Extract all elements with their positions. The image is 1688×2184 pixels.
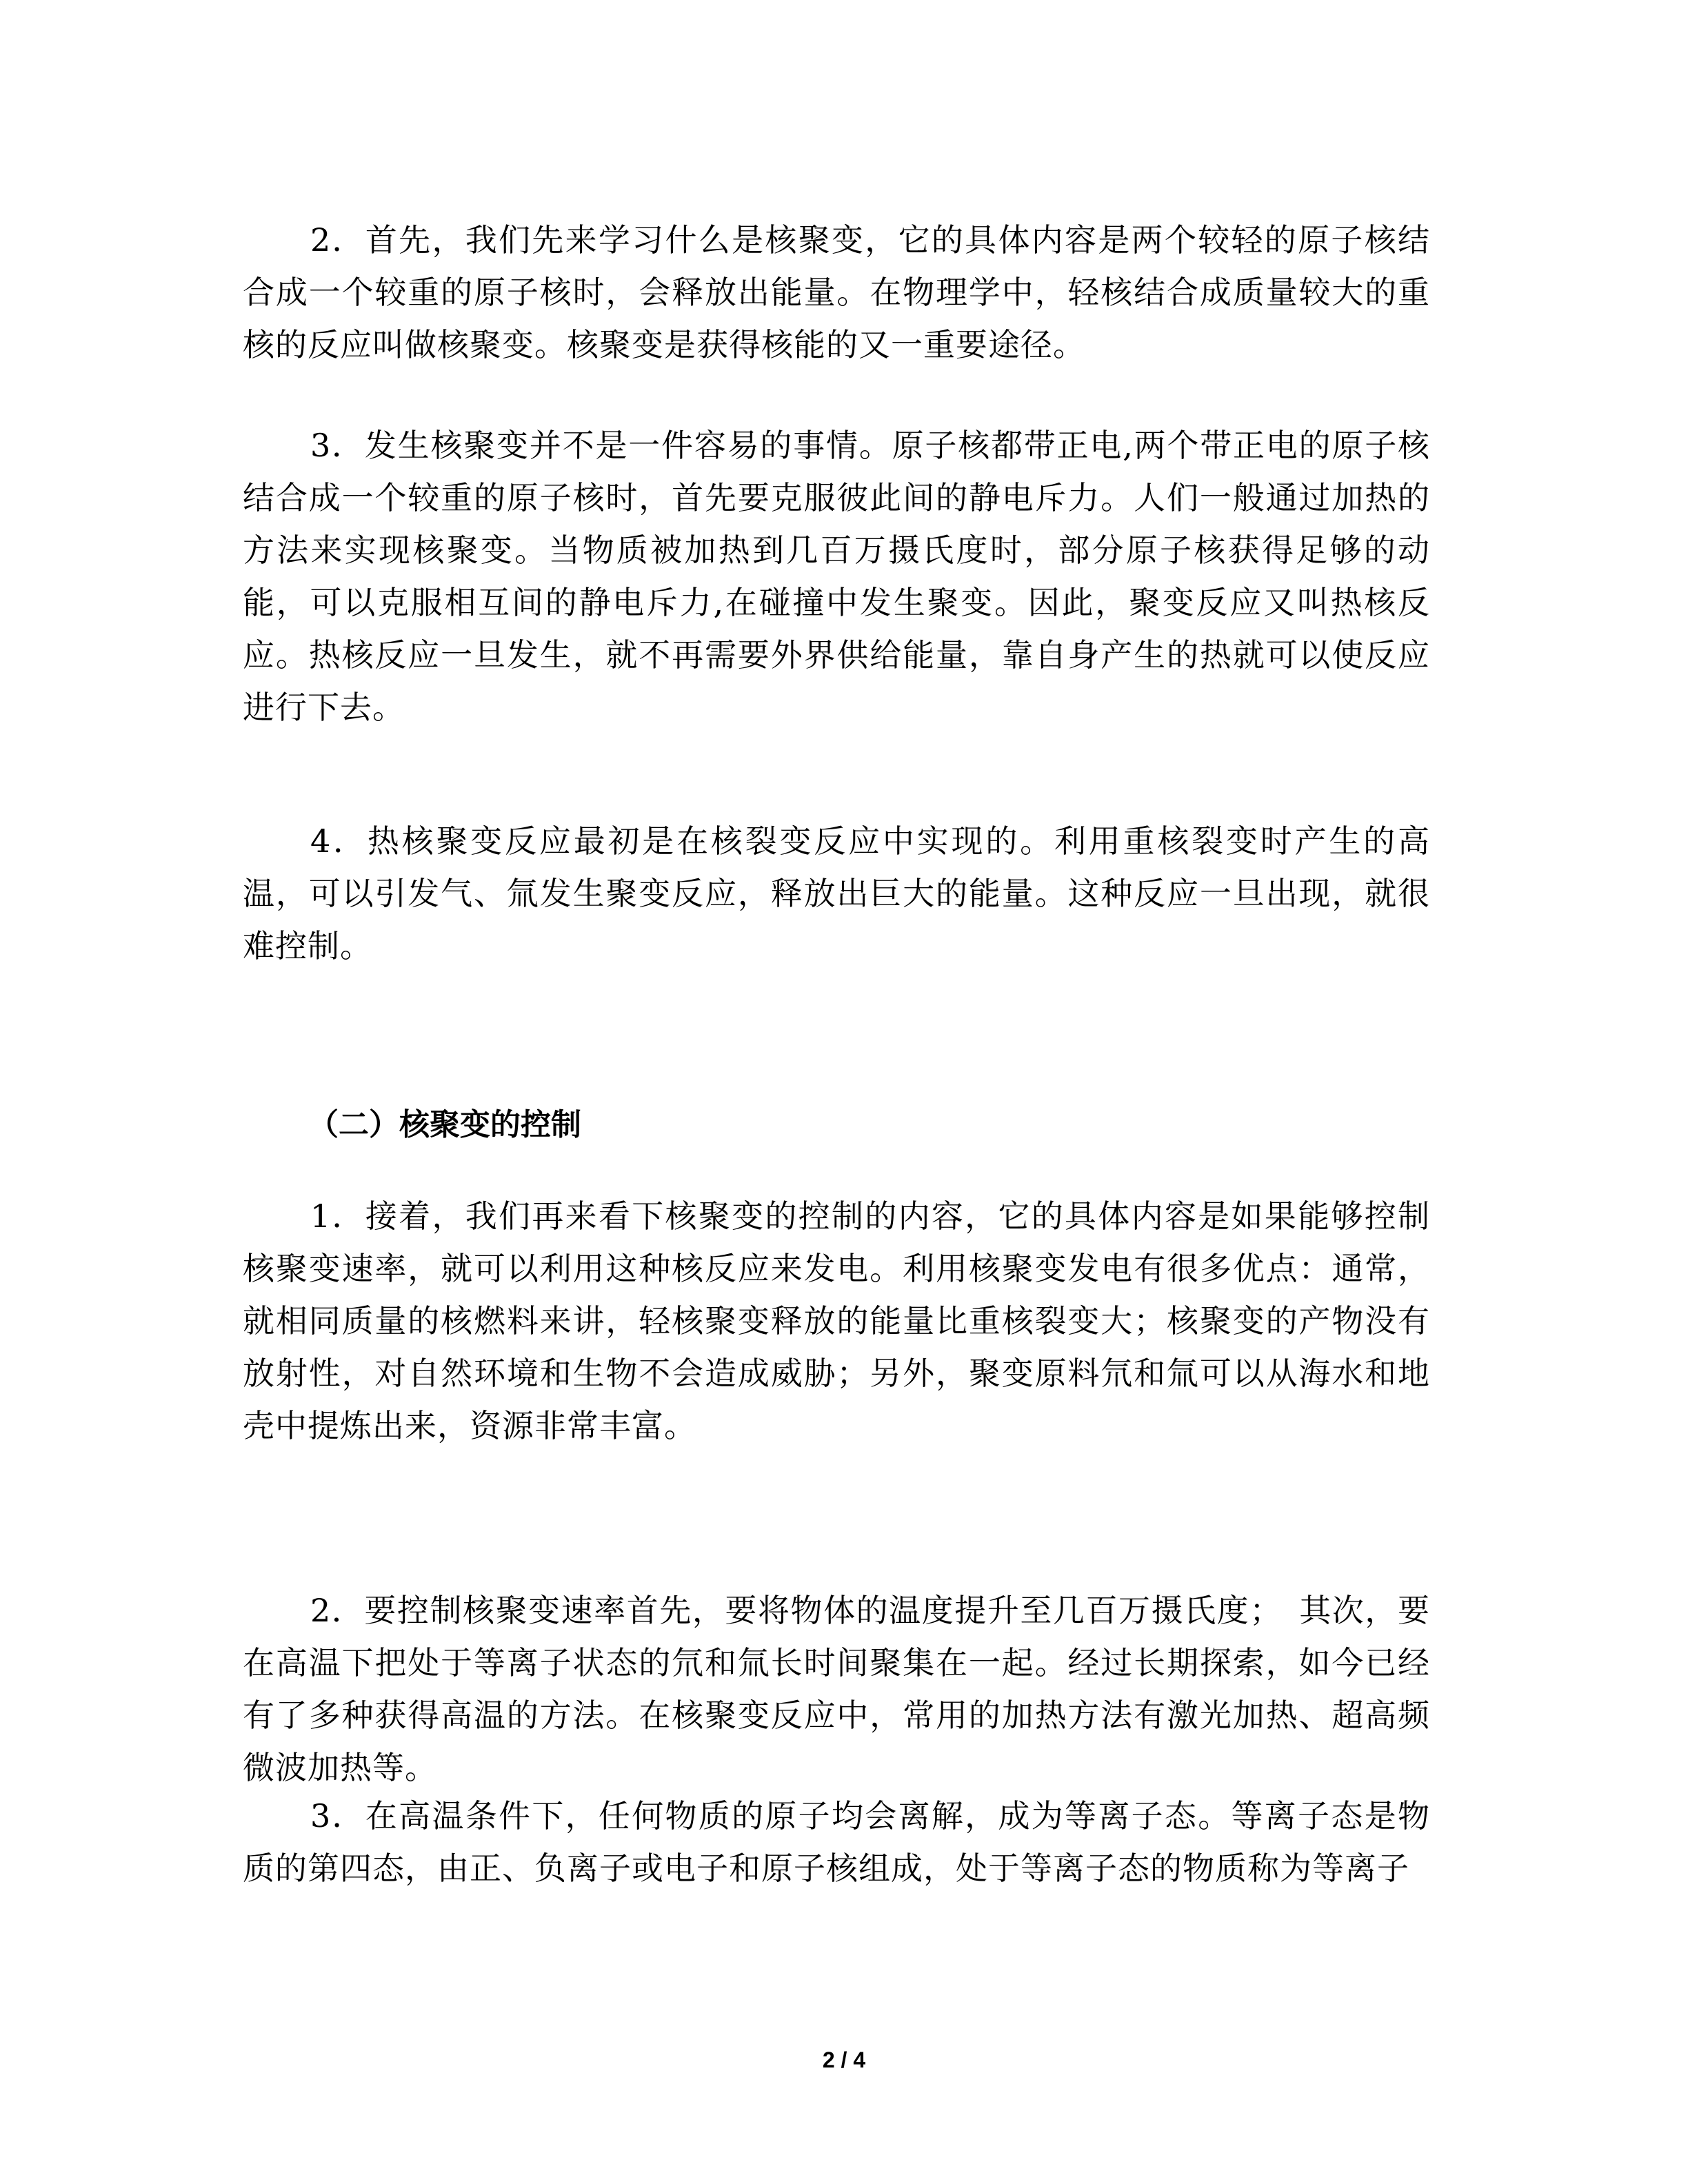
paragraph-thermonuclear-origin: 4．热核聚变反应最初是在核裂变反应中实现的。利用重核裂变时产生的高温，可以引发气、氚发生聚变反应，释放出巨大的能量。这种反应一旦出现，就很难控制。 [243,822,1430,964]
paragraph-plasma-state: 3．在高温条件下，任何物质的原子均会离解，成为等离子态。等离子态是物质的第四态，由正、负离子或电子和原子核组成，处于等离子态的物质称为等离子 [243,1797,1430,1887]
paragraph-fusion-definition: 2．首先，我们先来学习什么是核聚变，它的具体内容是两个较轻的原子核结合成一个较重的原子核时，会释放出能量。在物理学中，轻核结合成质量较大的重核的反应叫做核聚变。核聚变是获得核能的又一重要途径。 [243,221,1430,363]
paragraph-fusion-rate-control: 2．要控制核聚变速率首先，要将物体的温度提升至几百万摄氏度； 其次，要在高温下把处于等离子状态的氘和氚长时间聚集在一起。经过长期探索，如今已经有了多种获得高温的方法。在核聚变反应中，常用的加热方法有激光加热、超高频微波加热等。 [243,1592,1430,1786]
section-heading-fusion-control: （二）核聚变的控制 [308,1107,581,1142]
paragraph-fusion-conditions: 3．发生核聚变并不是一件容易的事情。原子核都带正电,两个带正电的原子核结合成一个较重的原子核时，首先要克服彼此间的静电斥力。人们一般通过加热的方法来实现核聚变。当物质被加热到几百万摄氏度时，部分原子核获得足够的动能，可以克服相互间的静电斥力,在碰撞中发生聚变。因此，聚变反应又叫热核反应。热核反应一旦发生，就不再需要外界供给能量，靠自身产生的热就可以使反应进行下去。 [243,427,1430,726]
page-number: 2 / 4 [822,2048,866,2072]
paragraph-fusion-power-advantages: 1．接着，我们再来看下核聚变的控制的内容，它的具体内容是如果能够控制核聚变速率，就可以利用这种核反应来发电。利用核聚变发电有很多优点：通常，就相同质量的核燃料来讲，轻核聚变释放的能量比重核裂变大；核聚变的产物没有放射性，对自然环境和生物不会造成威胁；另外，聚变原料氘和氚可以从海水和地壳中提炼出来，资源非常丰富。 [243,1197,1430,1444]
